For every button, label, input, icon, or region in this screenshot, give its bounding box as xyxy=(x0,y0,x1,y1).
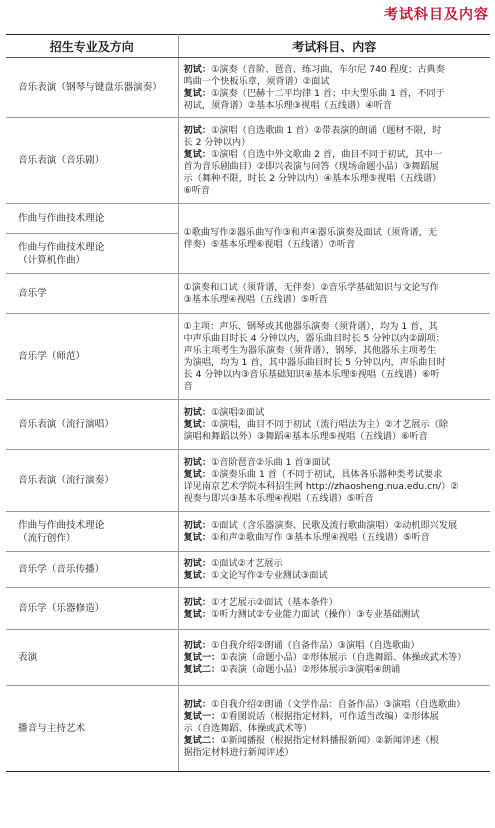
stage-label: 复试： xyxy=(183,569,212,581)
content-cell xyxy=(178,552,490,588)
content-line xyxy=(184,185,488,197)
stage-label: 初试： xyxy=(183,406,212,418)
content-text: ①演奏（音阶、琶音、练习曲，车尔尼 740 程度；古典奏 xyxy=(211,63,445,75)
content-cell xyxy=(178,588,490,630)
header-major: 招生专业及方向 xyxy=(6,35,178,58)
content-text: 据指定材料进行新闻评述） xyxy=(183,746,294,758)
table-body xyxy=(6,58,490,772)
content-text: ①演唱（自选中外文歌曲 2 首，曲目不同于初试，其中一 xyxy=(211,148,443,160)
content-text: ①文论写作②专业测试③面试 xyxy=(211,569,328,581)
content-cell xyxy=(178,630,490,686)
major-cell xyxy=(6,686,178,772)
table-row xyxy=(6,58,490,118)
content-cell xyxy=(178,512,490,552)
content-cell xyxy=(178,686,490,772)
major-name: 音乐学 xyxy=(18,288,47,299)
stage-label: 初试： xyxy=(183,124,212,136)
stage-label: 复试： xyxy=(183,148,212,160)
page-title: 考试科目及内容 xyxy=(384,7,489,23)
content-line xyxy=(184,333,488,345)
major-name: 作曲与作曲技术理论 xyxy=(18,213,105,224)
table-row xyxy=(6,630,490,686)
content-line xyxy=(184,640,488,652)
content-line xyxy=(184,381,488,393)
content-line xyxy=(184,227,488,239)
content-line xyxy=(184,558,488,570)
content-cell xyxy=(178,118,490,204)
content-text: ①演唱（自选歌曲 1 首）②带表演的朗诵（题材不限，时 xyxy=(211,124,442,136)
content-line xyxy=(184,100,488,112)
content-text: 视奏与即兴③基本乐理④视唱（五线谱）⑤听音 xyxy=(183,492,374,504)
stage-label: 复试： xyxy=(183,468,212,480)
content-line xyxy=(184,369,488,381)
content-text: ①才艺展示②面试（基本条件） xyxy=(211,596,338,608)
content-line xyxy=(184,469,488,481)
table-row xyxy=(6,274,490,314)
major-cell xyxy=(6,234,178,274)
stage-label: 复试一： xyxy=(183,651,221,663)
major-name: 作曲与作曲技术理论 xyxy=(18,241,105,253)
major-name: 音乐学（音乐传播） xyxy=(18,564,105,575)
stage-label: 复试二： xyxy=(183,734,221,746)
content-text: 伴奏）⑤基本乐理⑥视唱（五线谱）⑦听音 xyxy=(183,238,356,250)
content-cell xyxy=(178,58,490,118)
content-line xyxy=(184,173,488,185)
major-name: 播音与主持艺术 xyxy=(18,723,86,734)
stage-label: 复试： xyxy=(183,418,212,430)
stage-label: 初试： xyxy=(183,557,212,569)
stage-label: 初试： xyxy=(183,519,212,531)
content-line xyxy=(184,520,488,532)
major-name: 表演 xyxy=(18,652,38,663)
content-line xyxy=(184,321,488,333)
content-line xyxy=(184,597,488,609)
major-name: 音乐表演（音乐剧） xyxy=(18,155,105,166)
stage-label: 复试： xyxy=(183,608,212,620)
stage-label: 初试： xyxy=(183,456,212,468)
content-text: ①自我介绍②朗诵（自备作品）③演唱（自选歌曲） xyxy=(211,639,420,651)
content-text: 初试，须背谱）②基本乐理③视唱（五线谱）④听音 xyxy=(183,99,392,111)
content-line xyxy=(184,699,488,711)
content-text: 声乐主项考生为器乐演奏（须背谱），钢琴、其他器乐主项考生 xyxy=(183,344,437,356)
major-name: （计算机作曲） xyxy=(18,254,86,266)
table-row xyxy=(6,512,490,552)
content-line xyxy=(184,735,488,747)
exam-subjects-table xyxy=(6,34,490,772)
content-text: ①音阶琶音②乐曲 1 首③面试 xyxy=(211,456,331,468)
table-row xyxy=(6,686,490,772)
major-cell xyxy=(6,118,178,204)
content-line xyxy=(184,609,488,621)
content-line xyxy=(184,294,488,306)
content-text: 音 xyxy=(183,380,193,392)
content-text: ①听力测试②专业能力面试（操作）③专业基础测试 xyxy=(211,608,420,620)
content-line xyxy=(184,532,488,544)
content-text: 鸣曲一个快板乐章，须背谱）②面试 xyxy=(183,75,330,87)
header-content: 考试科目、内容 xyxy=(178,35,490,58)
content-cell xyxy=(178,314,490,400)
content-text: 首为音乐剧曲目）②即兴表演与问答（现场命题小品）③舞蹈展 xyxy=(183,160,439,172)
content-line xyxy=(184,125,488,137)
stage-label: 初试： xyxy=(183,63,212,75)
content-line xyxy=(184,407,488,419)
content-text: 详见南京艺术学院本科招生网 http://zhaosheng.nua.edu.cn/）② xyxy=(183,480,459,492)
content-line xyxy=(184,282,488,294)
content-text: ①演唱，曲目不同于初试（流行唱法为主）②才艺展示（除 xyxy=(211,418,449,430)
major-cell xyxy=(6,552,178,588)
major-cell xyxy=(6,400,178,450)
content-text: ①自我介绍②朗诵（文学作品：自备作品）③演唱（自选歌曲） xyxy=(211,698,466,710)
content-text: ①面试（含乐器演奏、民歌及流行歌曲演唱）②动机即兴发展 xyxy=(211,519,458,531)
content-line xyxy=(184,723,488,735)
content-text: 示（自选舞蹈、体操或武术等） xyxy=(183,722,313,734)
stage-label: 复试二： xyxy=(183,663,221,675)
content-line xyxy=(184,345,488,357)
content-cell xyxy=(178,450,490,512)
content-text: ①新闻播报（根据指定材料播报新闻）②新闻评述（根 xyxy=(220,734,439,746)
content-cell xyxy=(178,274,490,314)
stage-label: 复试： xyxy=(183,87,212,99)
table-row xyxy=(6,204,490,234)
content-line xyxy=(184,88,488,100)
content-text: 中声乐曲目时长 4 分钟以内，器乐曲目时长 5 分钟以内②副项： xyxy=(183,332,445,344)
content-text: ⑥听音 xyxy=(183,184,211,196)
content-text: 长 2 分钟以内） xyxy=(183,136,251,148)
content-line xyxy=(184,481,488,493)
stage-label: 初试： xyxy=(183,698,212,710)
table-row xyxy=(6,552,490,588)
major-name: 音乐学（乐器修造） xyxy=(18,603,105,614)
content-text: ①演奏和口试（须背谱，无伴奏）②音乐学基础知识与文论写作 xyxy=(183,281,439,293)
content-text: ①演奏（巴赫十二平均律 1 首；中大型乐曲 1 首，不同于 xyxy=(211,87,445,99)
content-line xyxy=(184,747,488,759)
table-header-row xyxy=(6,35,490,58)
content-text: ③基本乐理④视唱（五线谱）⑤听音 xyxy=(183,293,328,305)
content-line xyxy=(184,570,488,582)
content-line xyxy=(184,76,488,88)
content-line xyxy=(184,64,488,76)
table-row xyxy=(6,588,490,630)
content-line xyxy=(184,457,488,469)
major-cell xyxy=(6,204,178,234)
content-line xyxy=(184,161,488,173)
content-line xyxy=(184,149,488,161)
table-row xyxy=(6,400,490,450)
stage-label: 复试： xyxy=(183,531,212,543)
major-cell xyxy=(6,588,178,630)
major-name: 音乐表演（流行演奏） xyxy=(18,475,114,486)
major-cell xyxy=(6,274,178,314)
major-name: 音乐表演（流行演唱） xyxy=(18,419,114,430)
major-cell xyxy=(6,314,178,400)
content-text: ①主项：声乐、钢琴或其他器乐演奏（须背谱），均为 1 首，其 xyxy=(183,320,438,332)
content-line xyxy=(184,239,488,251)
content-text: 为演唱，均为 1 首，其中器乐曲目时长 5 分钟以内，声乐曲目时 xyxy=(183,356,446,368)
content-text: 示（舞种不限，时长 2 分钟以内）④基本乐理⑤视唱（五线谱） xyxy=(183,172,442,184)
content-text: ①歌曲写作②器乐曲写作③和声④器乐演奏及面试（须背谱，无 xyxy=(183,226,437,238)
table-row xyxy=(6,314,490,400)
content-text: ①表演（命题小品）②形体展示（自选舞蹈、体操或武术等） xyxy=(220,651,467,663)
content-line xyxy=(184,419,488,431)
table-row xyxy=(6,450,490,512)
content-text: ①演唱②面试 xyxy=(211,406,265,418)
content-text: 长 4 分钟以内③音乐基础知识④基本乐理⑤视唱（五线谱）⑥听 xyxy=(183,368,440,380)
content-line xyxy=(184,664,488,676)
content-line xyxy=(184,357,488,369)
content-line xyxy=(184,137,488,149)
content-line xyxy=(184,431,488,443)
content-text: ①表演（命题小品）②形体展示③演唱④朗诵 xyxy=(220,663,401,675)
major-name: 作曲与作曲技术理论 xyxy=(18,519,105,531)
content-line xyxy=(184,652,488,664)
content-text: ①面试②才艺展示 xyxy=(211,557,283,569)
major-cell xyxy=(6,630,178,686)
table-row xyxy=(6,118,490,204)
content-text: ①看图说话（根据指定材料，可作适当改编）②形体展 xyxy=(220,710,439,722)
content-text: 演唱和舞蹈以外）③舞蹈④基本乐理⑤视唱（五线谱）⑥听音 xyxy=(183,430,428,442)
stage-label: 初试： xyxy=(183,639,212,651)
major-name: （流行创作） xyxy=(18,532,76,544)
major-name: 音乐学（师范） xyxy=(18,351,86,362)
content-line xyxy=(184,493,488,505)
content-text: ①和声②歌曲写作 ③基本乐理④视唱（五线谱）⑤听音 xyxy=(211,531,430,543)
content-text: ①演奏乐曲 1 首（不同于初试，具体各乐器种类考试要求 xyxy=(211,468,443,480)
major-name: 音乐表演（钢琴与键盘乐器演奏） xyxy=(18,82,162,93)
major-cell xyxy=(6,450,178,512)
content-cell xyxy=(178,204,490,274)
content-line xyxy=(184,711,488,723)
major-cell xyxy=(6,58,178,118)
content-cell xyxy=(178,400,490,450)
stage-label: 复试一： xyxy=(183,710,221,722)
stage-label: 初试： xyxy=(183,596,212,608)
major-cell xyxy=(6,512,178,552)
